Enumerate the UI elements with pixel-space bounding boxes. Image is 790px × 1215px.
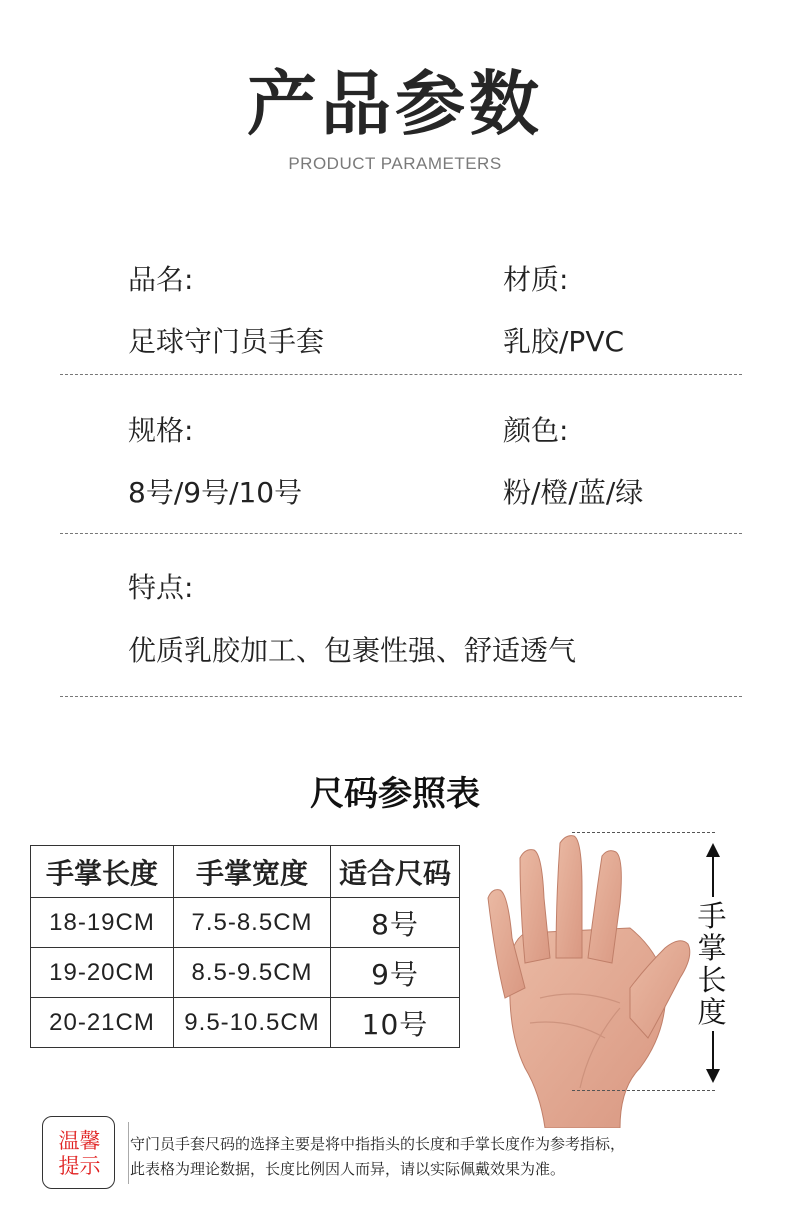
page-title: 产品参数 xyxy=(247,63,543,145)
param-material-value: 乳胶/PVC xyxy=(503,325,625,358)
cell-length: 19-20CM xyxy=(31,948,174,998)
cell-length: 18-19CM xyxy=(31,898,174,948)
divider xyxy=(60,533,742,534)
cell-width: 7.5-8.5CM xyxy=(174,898,331,948)
table-row xyxy=(31,948,460,998)
hand-image xyxy=(470,828,700,1128)
table-row xyxy=(31,898,460,948)
tip-text-line2: 此表格为理论数据，长度比例因人而异，请以实际佩戴效果为准。 xyxy=(130,1160,566,1178)
cell-size: 9号 xyxy=(331,948,460,998)
param-feature-value: 优质乳胶加工、包裹性强、舒适透气 xyxy=(128,634,577,667)
param-feature-label: 特点: xyxy=(128,571,194,604)
cell-width: 9.5-10.5CM xyxy=(174,998,331,1048)
tip-text xyxy=(130,1132,625,1182)
header-palm-width: 手掌宽度 xyxy=(174,846,331,898)
tip-text-line1: 守门员手套尺码的选择主要是将中指指头的长度和手掌长度作为参考指标， xyxy=(130,1135,626,1153)
size-chart-title: 尺码参照表 xyxy=(310,774,480,814)
param-color-label: 颜色: xyxy=(503,414,569,447)
cell-width: 8.5-9.5CM xyxy=(174,948,331,998)
divider xyxy=(60,374,742,375)
param-spec-value: 8号/9号/10号 xyxy=(128,476,303,509)
header-fit-size: 适合尺码 xyxy=(331,846,460,898)
tip-badge-line2: 提示 xyxy=(58,1153,101,1178)
size-table xyxy=(30,845,460,1048)
table-header-row xyxy=(31,846,460,898)
tip-badge-line1: 温馨 xyxy=(58,1128,101,1153)
cell-length: 20-21CM xyxy=(31,998,174,1048)
param-name-value: 足球守门员手套 xyxy=(128,325,325,358)
param-name xyxy=(128,258,193,298)
tip-divider xyxy=(128,1122,129,1184)
reference-line-bottom xyxy=(572,1090,715,1091)
cell-size: 10号 xyxy=(331,998,460,1048)
tip-badge xyxy=(42,1116,115,1189)
header-palm-length: 手掌长度 xyxy=(31,846,174,898)
param-material-label: 材质: xyxy=(503,263,569,296)
cell-size: 8号 xyxy=(331,898,460,948)
param-name-label: 品名: xyxy=(128,263,194,296)
param-spec-label: 规格: xyxy=(128,414,194,447)
divider xyxy=(60,696,742,697)
palm-length-label: 手掌长度 xyxy=(697,899,727,1029)
reference-line-top xyxy=(572,832,715,833)
page-subtitle: PRODUCT PARAMETERS xyxy=(288,154,502,173)
table-row xyxy=(31,998,460,1048)
param-color-value: 粉/橙/蓝/绿 xyxy=(503,476,644,509)
